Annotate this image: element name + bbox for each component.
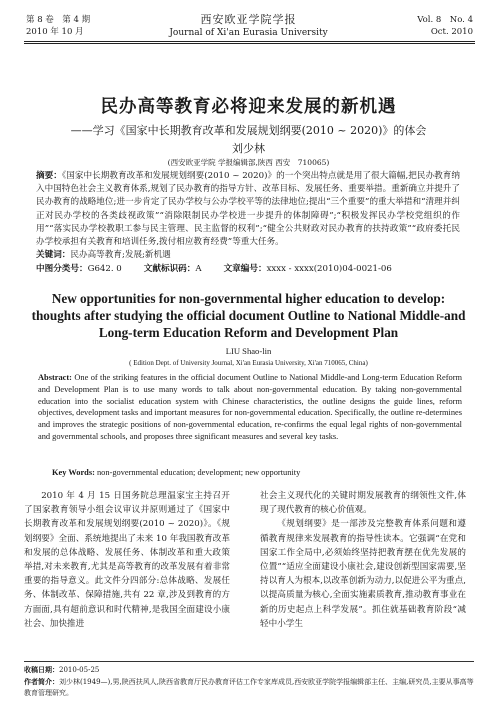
author-name-en: LIU Shao-lin bbox=[225, 346, 272, 356]
body-column-right bbox=[260, 489, 466, 631]
keywords-en bbox=[52, 468, 462, 477]
article-no-label: 文章编号： bbox=[223, 264, 267, 274]
keywords-cn-label: 关键词： bbox=[36, 250, 71, 261]
abstract-cn-label: 摘要： bbox=[36, 171, 62, 181]
volume-no-en: Vol. 8 No. 4 bbox=[417, 15, 473, 25]
classification-row bbox=[36, 263, 466, 276]
affiliation-en: ( Edition Dept. of University Journal, Xi'an Eurasia University, Xi'an 710065, China) bbox=[129, 359, 368, 367]
journal-name-cn: 西安欧亚学院学报 bbox=[200, 13, 297, 26]
doc-code-value: A bbox=[195, 264, 202, 274]
author-bio-text: 刘少林(1949—),男,陕西扶风人,陕西省教育厅民办教育评估工作专家库成员,西安欧亚学院学报编辑部主任、主编,研究员,主要从事高等教育管理研究。 bbox=[24, 678, 474, 697]
header-volume-en bbox=[417, 14, 473, 38]
received-label: 收稿日期： bbox=[24, 665, 59, 674]
body-paragraph: 《规划纲要》是一部涉及完整教育体系问题和遵循教育规律来发展教育的指导性读本。它强调“在党和国家工作全局中,必须始终坚持把教育摆在优先发展的位置”“适应全面建设小康社会,建设创新型国家需要,坚持以育人为根本,以改革创新为动力,以促进公平为重点,以提高质量为核心,全面实施素质教育,推动教育事业在新的历史起点上科学发展”。抓住就基础教育阶段“减轻中小学生 bbox=[260, 519, 466, 629]
keywords-cn-text: 民办高等教育;发展;新机遇 bbox=[70, 250, 171, 261]
clc-value: G642. 0 bbox=[87, 264, 122, 274]
body-paragraph: 社会主义现代化的关键时期发展教育的纲领性文件,体现了现代教育的核心价值观。 bbox=[260, 491, 466, 516]
body-paragraph: 2010 年 4 月 15 日国务院总理温家宝主持召开了国家教育领导小组会议审议并原则通过了《国家中长期教育改革和发展规划纲要(2010 ~ 2020)》。《规划纲要》全面、系统地提出了未来 10 年我国教育改革和发展的总体战略、发展任务、体制改革和重大政策举措,对未来教育,尤其是高等教育的改革发展有着非常重要的指导意义。此文件分四部分:总体战略、发展任务、体制改革、保障措施,共有 22 章,涉及到教育的方方面面,具有超前意识和时代精神,是我国全面建设小康社会、加快推进 bbox=[24, 491, 230, 629]
article-title-en: New opportunities for non-governmental higher education to develop: thoughts after studying the official document Outline to National Middle-and Long-term Education Reform and Development Plan bbox=[31, 291, 466, 340]
article-title-cn: 民办高等教育必将迎来发展的新机遇 bbox=[100, 97, 397, 117]
article-no-group bbox=[224, 264, 392, 274]
article-no-value: xxxx - xxxx(2010)04-0021-06 bbox=[266, 264, 392, 274]
abstract-en-label: Abstract: bbox=[38, 373, 72, 382]
clc-label: 中图分类号： bbox=[36, 264, 88, 274]
body-column-left bbox=[24, 489, 230, 631]
author-bio bbox=[24, 676, 474, 699]
abstract-cn-text: 《国家中长期教育改革和发展规划纲要(2010 ~ 2020)》的一个突出特点就是用了很大篇幅,把民办教育纳入中国特色社会主义教育体系,规划了民办教育的指导方针、改革目标、发展任务、重要举措。重新确立并提升了民办教育的战略地位;进一步肯定了民办学校与公办学校平等的法律地位;提出“三个重要”的重大举措和“清理并纠正对民办学校的各类歧视政策”“消除限制民办学校进一步提升的体制障碍”;“积极发挥民办学校党组织的作用”“落实民办学校教职工参与民主管理、民主监督的权利”;“健全公共财政对民办教育的扶持政策”“政府委托民办学校承担有关教育和培训任务,拨付相应教育经费”等重大任务。 bbox=[36, 171, 460, 248]
journal-name-en: Journal of Xi'an Eurasia University bbox=[169, 28, 328, 38]
doc-code-group bbox=[144, 264, 202, 274]
header-rule-thin bbox=[24, 43, 475, 44]
abstract-cn bbox=[36, 170, 460, 262]
footnote bbox=[24, 664, 474, 699]
clc-group bbox=[36, 264, 122, 274]
received-value: 2010-05-25 bbox=[59, 666, 100, 674]
doc-code-label: 文献标识码： bbox=[143, 264, 196, 274]
author-name-cn: 刘少林 bbox=[232, 142, 265, 155]
affiliation-cn: (西安欧亚学院 学报编辑部,陕西 西安 710065) bbox=[167, 158, 330, 167]
volume-issue-cn: 第 8 卷 第 4 期 bbox=[26, 15, 91, 25]
keywords-en-label: Key Words: bbox=[52, 468, 95, 477]
date-en: Oct. 2010 bbox=[430, 27, 473, 37]
header-volume bbox=[26, 14, 90, 38]
abstract-en-text: One of the striking features in the official document Outline to National Middle-and Long-term Education Reform and Development Plan is to use many words to talk about non-governmental education. By taking non-governmental education into the socialist education system with Chinese characteristics, the outline designs the guide lines, reform objectives, development tasks and important measures for non-governmental education. Specifically, the outline re-determines and improves the strategic positions of non-governmental education, re-confirms the equal legal rights of non-governmental and governmental schools, and proposes three significant measures and several key tasks. bbox=[38, 373, 462, 441]
header-rule-thick bbox=[24, 41, 475, 42]
received-date bbox=[24, 664, 474, 676]
article-subtitle-cn: ——学习《国家中长期教育改革和发展规划纲要(2010 ~ 2020)》的体会 bbox=[70, 124, 427, 137]
header-journal bbox=[120, 12, 377, 40]
footnote-rule bbox=[24, 661, 474, 662]
author-bio-label: 作者简介： bbox=[24, 677, 59, 686]
keywords-en-text: non-governmental education; development; new opportunity bbox=[96, 468, 301, 477]
date-cn: 2010 年 10 月 bbox=[26, 27, 84, 37]
abstract-en bbox=[38, 372, 462, 443]
